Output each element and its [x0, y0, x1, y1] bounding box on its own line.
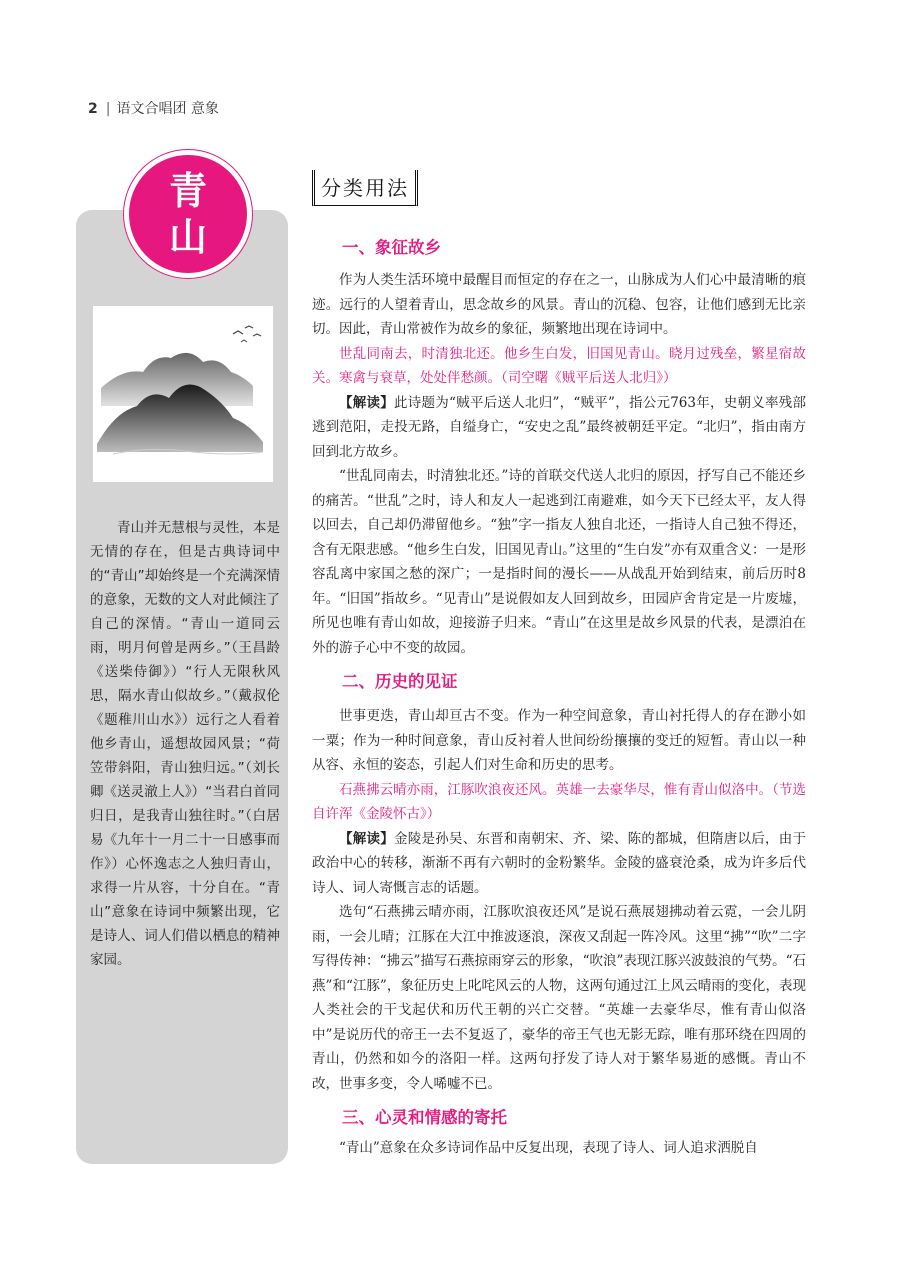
badge-char-1: 青 — [168, 168, 207, 213]
sidebar-paragraph: 青山并无慧根与灵性，本是无情的存在，但是古典诗词中的“青山”却始终是一个充满深情的意象，无数的文人对此倾注了自己的深情。“青山一道同云雨，明月何曾是两乡。”（王昌龄《送柴侍御》）“行人无限秋风思，隔水青山似故乡。”（戴叔伦《题稚川山水》）远行之人看着他乡青山，遥想故园风景；“荷笠带斜阳，青山独归远。”（刘长卿《送灵澈上人》）“当君白首同归日，是我青山独往时。”（白居易《九年十一月二十一日感事而作》）心怀逸志之人独归青山，求得一片从容，十分自在。“青山”意象在诗词中频繁出现，它是诗人、词人们借以栖息的精神家园。 — [90, 520, 280, 968]
section-1-jd-1: 此诗题为“贼平后送人北归”，“贼平”，指公元763年，史朝义率残部逃到范阳，走投无路，自缢身亡，“安史之乱”最终被朝廷平定。“北归”，指由南方回到北方故乡。 — [312, 394, 806, 460]
category-title: 分类用法 — [312, 170, 418, 206]
section-3-body — [312, 1136, 806, 1161]
badge-char-2: 山 — [168, 214, 207, 259]
page-header — [88, 98, 219, 118]
section-2-title: 二、历史的见证 — [342, 672, 458, 691]
section-2-intro: 世事更迭，青山却亘古不变。作为一种空间意象，青山衬托得人的存在渺小如一粟；作为一种时间意象，青山反衬着人世间纷纷攘攘的变迁的短暂。青山以一种从容、永恒的姿态，引起人们对生命和历史的思考。 — [312, 708, 806, 773]
section-1-poem: 世乱同南去，时清独北还。他乡生白发，旧国见青山。晓月过残垒，繁星宿故关。寒禽与衰草，处处伴愁颜。（司空曙《贼平后送人北归》） — [312, 345, 806, 386]
section-2-jd-label: 【解读】 — [339, 830, 394, 847]
section-3-intro: “青山”意象在众多诗词作品中反复出现，表现了诗人、词人追求洒脱自 — [339, 1140, 758, 1156]
section-2-poem: 石燕拂云晴亦雨，江豚吹浪夜还风。英雄一去豪华尽，惟有青山似洛中。（节选自许浑《金陵怀古》） — [312, 781, 806, 822]
category-heading — [312, 170, 806, 206]
sidebar-essay — [90, 516, 280, 972]
book-title: 语文合唱团 意象 — [116, 101, 219, 117]
topic-badge — [124, 150, 252, 278]
section-2-body — [312, 704, 806, 1096]
section-2-jd-1: 金陵是孙吴、东晋和南朝宋、齐、梁、陈的都城，但隋唐以后，由于政治中心的转移，渐渐不再有六朝时的金粉繁华。金陵的盛衰沧桑，成为许多后代诗人、词人寄慨言志的话题。 — [312, 830, 807, 896]
section-2-jd-2: 选句“石燕拂云晴亦雨，江豚吹浪夜还风”是说石燕展翅拂动着云霓，一会儿阴雨，一会儿晴；江豚在大江中推波逐浪，深夜又刮起一阵冷风。这里“拂”“吹”二字写得传神：“拂云”描写石燕掠雨穿云的形象，“吹浪”表现江豚兴波鼓浪的气势。“石燕”和“江豚”，象征历史上叱咤风云的人物，这两句通过江上风云晴雨的变化，表现人类社会的干戈起伏和历代王朝的兴亡交替。“英雄一去豪华尽，惟有青山似洛中”是说历代的帝王一去不复返了，豪华的帝王气也无影无踪，唯有那环绕在四周的青山，仍然和如今的洛阳一样。这两句抒发了诗人对于繁华易逝的感慨。青山不改，世事多变，令人唏嘘不已。 — [312, 904, 806, 1092]
section-1-title: 一、象征故乡 — [342, 238, 441, 257]
section-1-body — [312, 268, 806, 660]
section-3-title: 三、心灵和情感的寄托 — [342, 1108, 507, 1127]
section-1-intro: 作为人类生活环境中最醒目而恒定的存在之一，山脉成为人们心中最清晰的痕迹。远行的人望着青山，思念故乡的风景。青山的沉稳、包容，让他们感到无比亲切。因此，青山常被作为故乡的象征，频繁地出现在诗词中。 — [312, 272, 806, 337]
section-1-jd-label: 【解读】 — [339, 394, 395, 411]
header-separator: | — [105, 101, 111, 117]
ink-mountain-painting — [93, 306, 273, 482]
section-1-jd-2: “世乱同南去，时清独北还。”诗的首联交代送人北归的原因，抒写自己不能还乡的痛苦。“世乱”之时，诗人和友人一起逃到江南避难，如今天下已经太平，友人得以回去，自己却仍滞留他乡。“独”字一指友人独自北还，一指诗人自己独不得还，含有无限悲感。“他乡生白发，旧国见青山。”这里的“生白发”亦有双重含义：一是形容乱离中家国之愁的深广；一是指时间的漫长——从战乱开始到结束，前后历时8年。“旧国”指故乡。“见青山”是说假如友人回到故乡，田园庐舍肯定是一片废墟，所见也唯有青山如故，迎接游子归来。“青山”在这里是故乡风景的代表，是漂泊在外的游子心中不变的故园。 — [312, 468, 806, 656]
page-number: 2 — [88, 101, 98, 117]
